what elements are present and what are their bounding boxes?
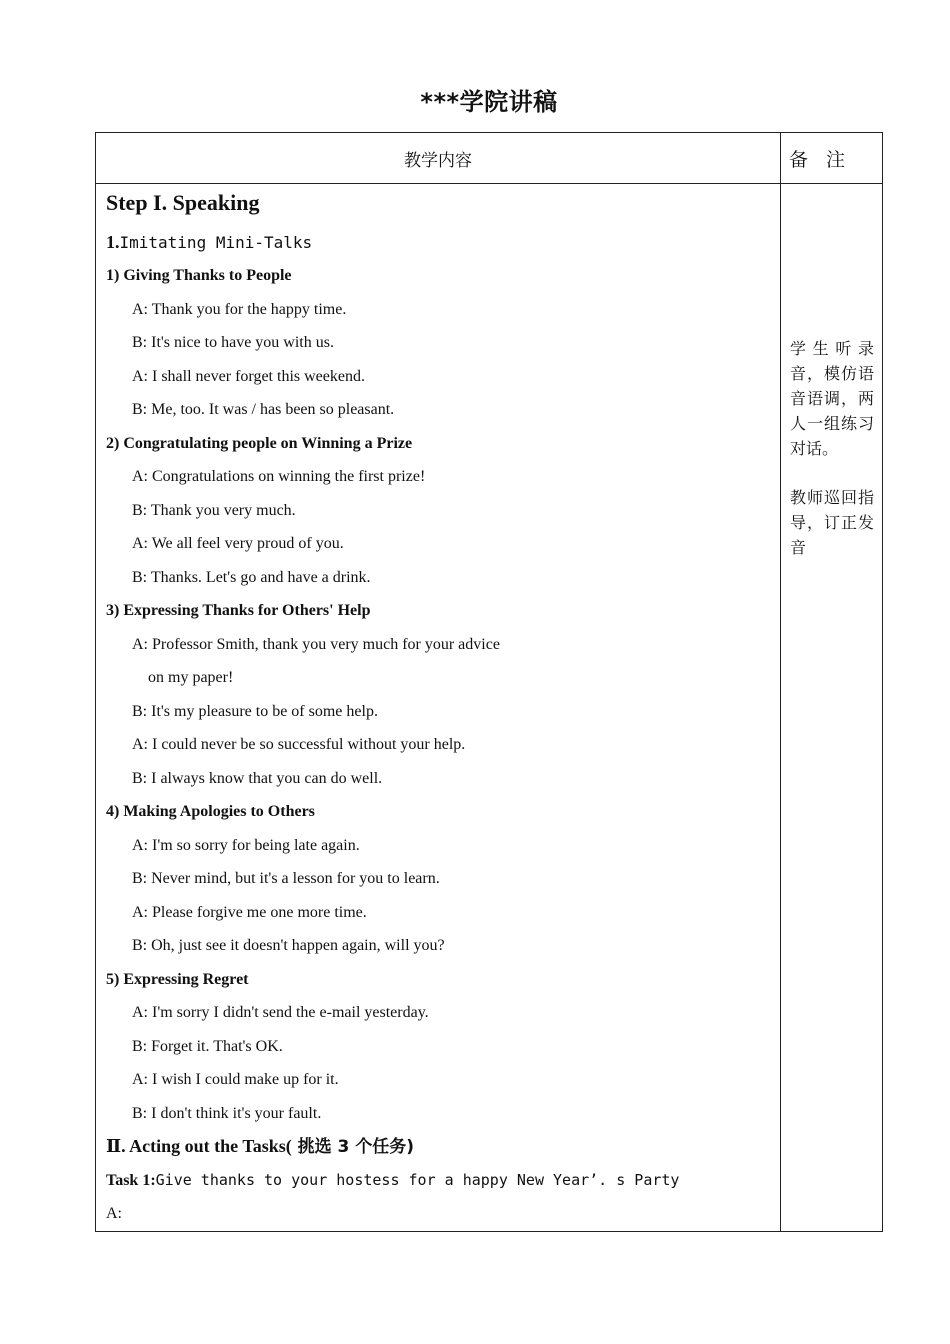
section-heading: 5) Expressing Regret bbox=[106, 970, 249, 988]
task-text: Give thanks to your hostess for a happy New Year’. s Party bbox=[155, 1171, 680, 1189]
notes-cell bbox=[781, 184, 883, 1232]
table-header-row bbox=[96, 133, 883, 184]
teaching-content-cell bbox=[96, 184, 781, 1232]
part-two-note: 挑选 3 个任务) bbox=[291, 1137, 415, 1157]
dialogue-line: A: I'm so sorry for being late again. bbox=[132, 836, 360, 854]
dialogue-line: A: I could never be so successful without your help. bbox=[132, 736, 466, 753]
dialogue-line: B: I don't think it's your fault. bbox=[132, 1104, 322, 1122]
step-title: Step I. Speaking bbox=[106, 190, 260, 215]
dialogue-line: B: I always know that you can do well. bbox=[132, 769, 383, 787]
dialogue-line: B: Forget it. That's OK. bbox=[132, 1037, 283, 1055]
dialogue-line: A: Congratulations on winning the first prize! bbox=[132, 468, 426, 485]
dialogue-line: A: Please forgive me one more time. bbox=[132, 903, 367, 921]
subheading bbox=[106, 226, 780, 259]
content-body bbox=[96, 184, 780, 1231]
task-label: Task 1: bbox=[106, 1172, 156, 1189]
table-body-row bbox=[96, 184, 883, 1232]
section-heading: 4) Making Apologies to Others bbox=[106, 803, 315, 820]
dialogue-line: A: I shall never forget this weekend. bbox=[132, 367, 365, 385]
dialogue-line: B: It's nice to have you with us. bbox=[132, 334, 334, 351]
dialogue-line-continuation: on my paper! bbox=[148, 669, 234, 686]
task-line bbox=[106, 1163, 780, 1197]
section-heading: 2) Congratulating people on Winning a Prize bbox=[106, 434, 413, 452]
dialogue-line: B: It's my pleasure to be of some help. bbox=[132, 702, 378, 720]
note-listen-imitate: 学生听录音，模仿语音语调，两人一组练习对话。 bbox=[790, 339, 874, 458]
answer-line: A: bbox=[106, 1205, 122, 1222]
dialogue-line: B: Thanks. Let's go and have a drink. bbox=[132, 568, 371, 586]
dialogue-line: B: Thank you very much. bbox=[132, 501, 296, 519]
header-notes: 备 注 bbox=[781, 133, 883, 184]
document-title: ***学院讲稿 bbox=[420, 88, 558, 116]
subheading-number: 1. bbox=[106, 232, 120, 252]
dialogue-line: B: Me, too. It was / has been so pleasant. bbox=[132, 401, 395, 418]
dialogue-line: B: Never mind, but it's a lesson for you to learn. bbox=[132, 870, 440, 887]
note-teacher-guidance: 教师巡回指导，订正发音 bbox=[790, 488, 874, 557]
dialogue-line: B: Oh, just see it doesn't happen again, will you? bbox=[132, 937, 445, 954]
section-heading: 1) Giving Thanks to People bbox=[106, 267, 292, 284]
header-teaching-content: 教学内容 bbox=[96, 133, 781, 184]
dialogue-line: A: I'm sorry I didn't send the e-mail yesterday. bbox=[132, 1004, 429, 1021]
dialogue-line: A: Thank you for the happy time. bbox=[132, 300, 347, 318]
dialogue-line: A: We all feel very proud of you. bbox=[132, 535, 344, 552]
subheading-text: Imitating Mini-Talks bbox=[119, 233, 313, 252]
lecture-table bbox=[95, 132, 883, 1232]
dialogue-line: A: Professor Smith, thank you very much for your advice bbox=[132, 635, 500, 653]
dialogue-line: A: I wish I could make up for it. bbox=[132, 1071, 339, 1088]
part-two-title: Ⅱ. Acting out the Tasks( bbox=[106, 1136, 292, 1156]
part-two-heading bbox=[106, 1130, 780, 1163]
section-heading: 3) Expressing Thanks for Others' Help bbox=[106, 602, 371, 619]
